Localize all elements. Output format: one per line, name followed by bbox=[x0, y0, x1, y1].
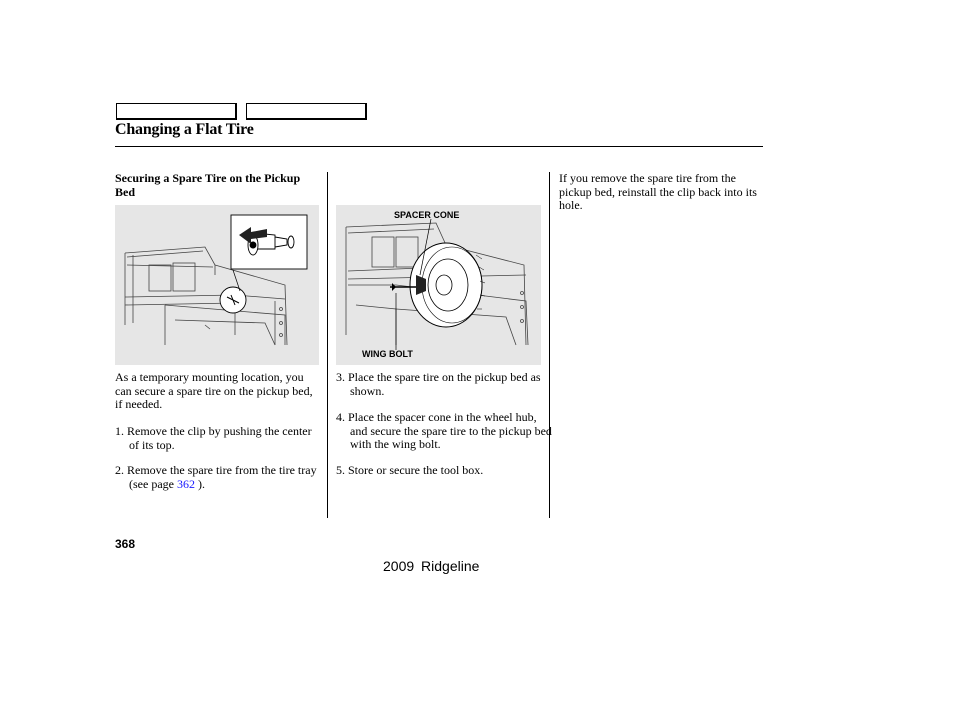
page-link-362[interactable]: 362 bbox=[176, 476, 195, 491]
step-2 bbox=[115, 464, 320, 491]
model-name: 2009 Ridgeline bbox=[383, 558, 480, 574]
nav-box-right[interactable] bbox=[246, 103, 367, 120]
nav-box-left[interactable] bbox=[116, 103, 237, 120]
step-2-text: 2. Remove the spare tire from the tire tray (see page bbox=[115, 463, 317, 491]
title-rule bbox=[115, 146, 763, 147]
column-divider-1 bbox=[327, 172, 328, 518]
truck-bed-clip-drawing bbox=[115, 205, 319, 365]
clip-removal-illustration bbox=[115, 205, 319, 365]
page-title: Changing a Flat Tire bbox=[115, 121, 254, 138]
wing-bolt-label: WING BOLT bbox=[362, 349, 413, 359]
spare-tire-drawing bbox=[336, 205, 541, 365]
step-4: 4. Place the spacer cone in the wheel hub, and secure the spare tire to the pickup bed with the wing bolt. bbox=[336, 410, 552, 451]
step-5: 5. Store or secure the tool box. bbox=[336, 463, 484, 477]
page-number: 368 bbox=[115, 537, 136, 551]
section-heading: Securing a Spare Tire on the Pickup Bed bbox=[115, 171, 301, 199]
spare-tire-illustration bbox=[336, 205, 541, 365]
step-2-tail: ). bbox=[194, 476, 205, 491]
reinstall-clip-note: If you remove the spare tire from the pickup bed, reinstall the clip back into its hole. bbox=[559, 171, 757, 212]
intro-paragraph: As a temporary mounting location, you can secure a spare tire on the pickup bed, if needed. bbox=[115, 370, 313, 411]
step-3: 3. Place the spare tire on the pickup bed as shown. bbox=[336, 370, 541, 398]
step-1: 1. Remove the clip by pushing the center of its top. bbox=[115, 424, 312, 452]
spacer-cone-label: SPACER CONE bbox=[394, 210, 460, 220]
